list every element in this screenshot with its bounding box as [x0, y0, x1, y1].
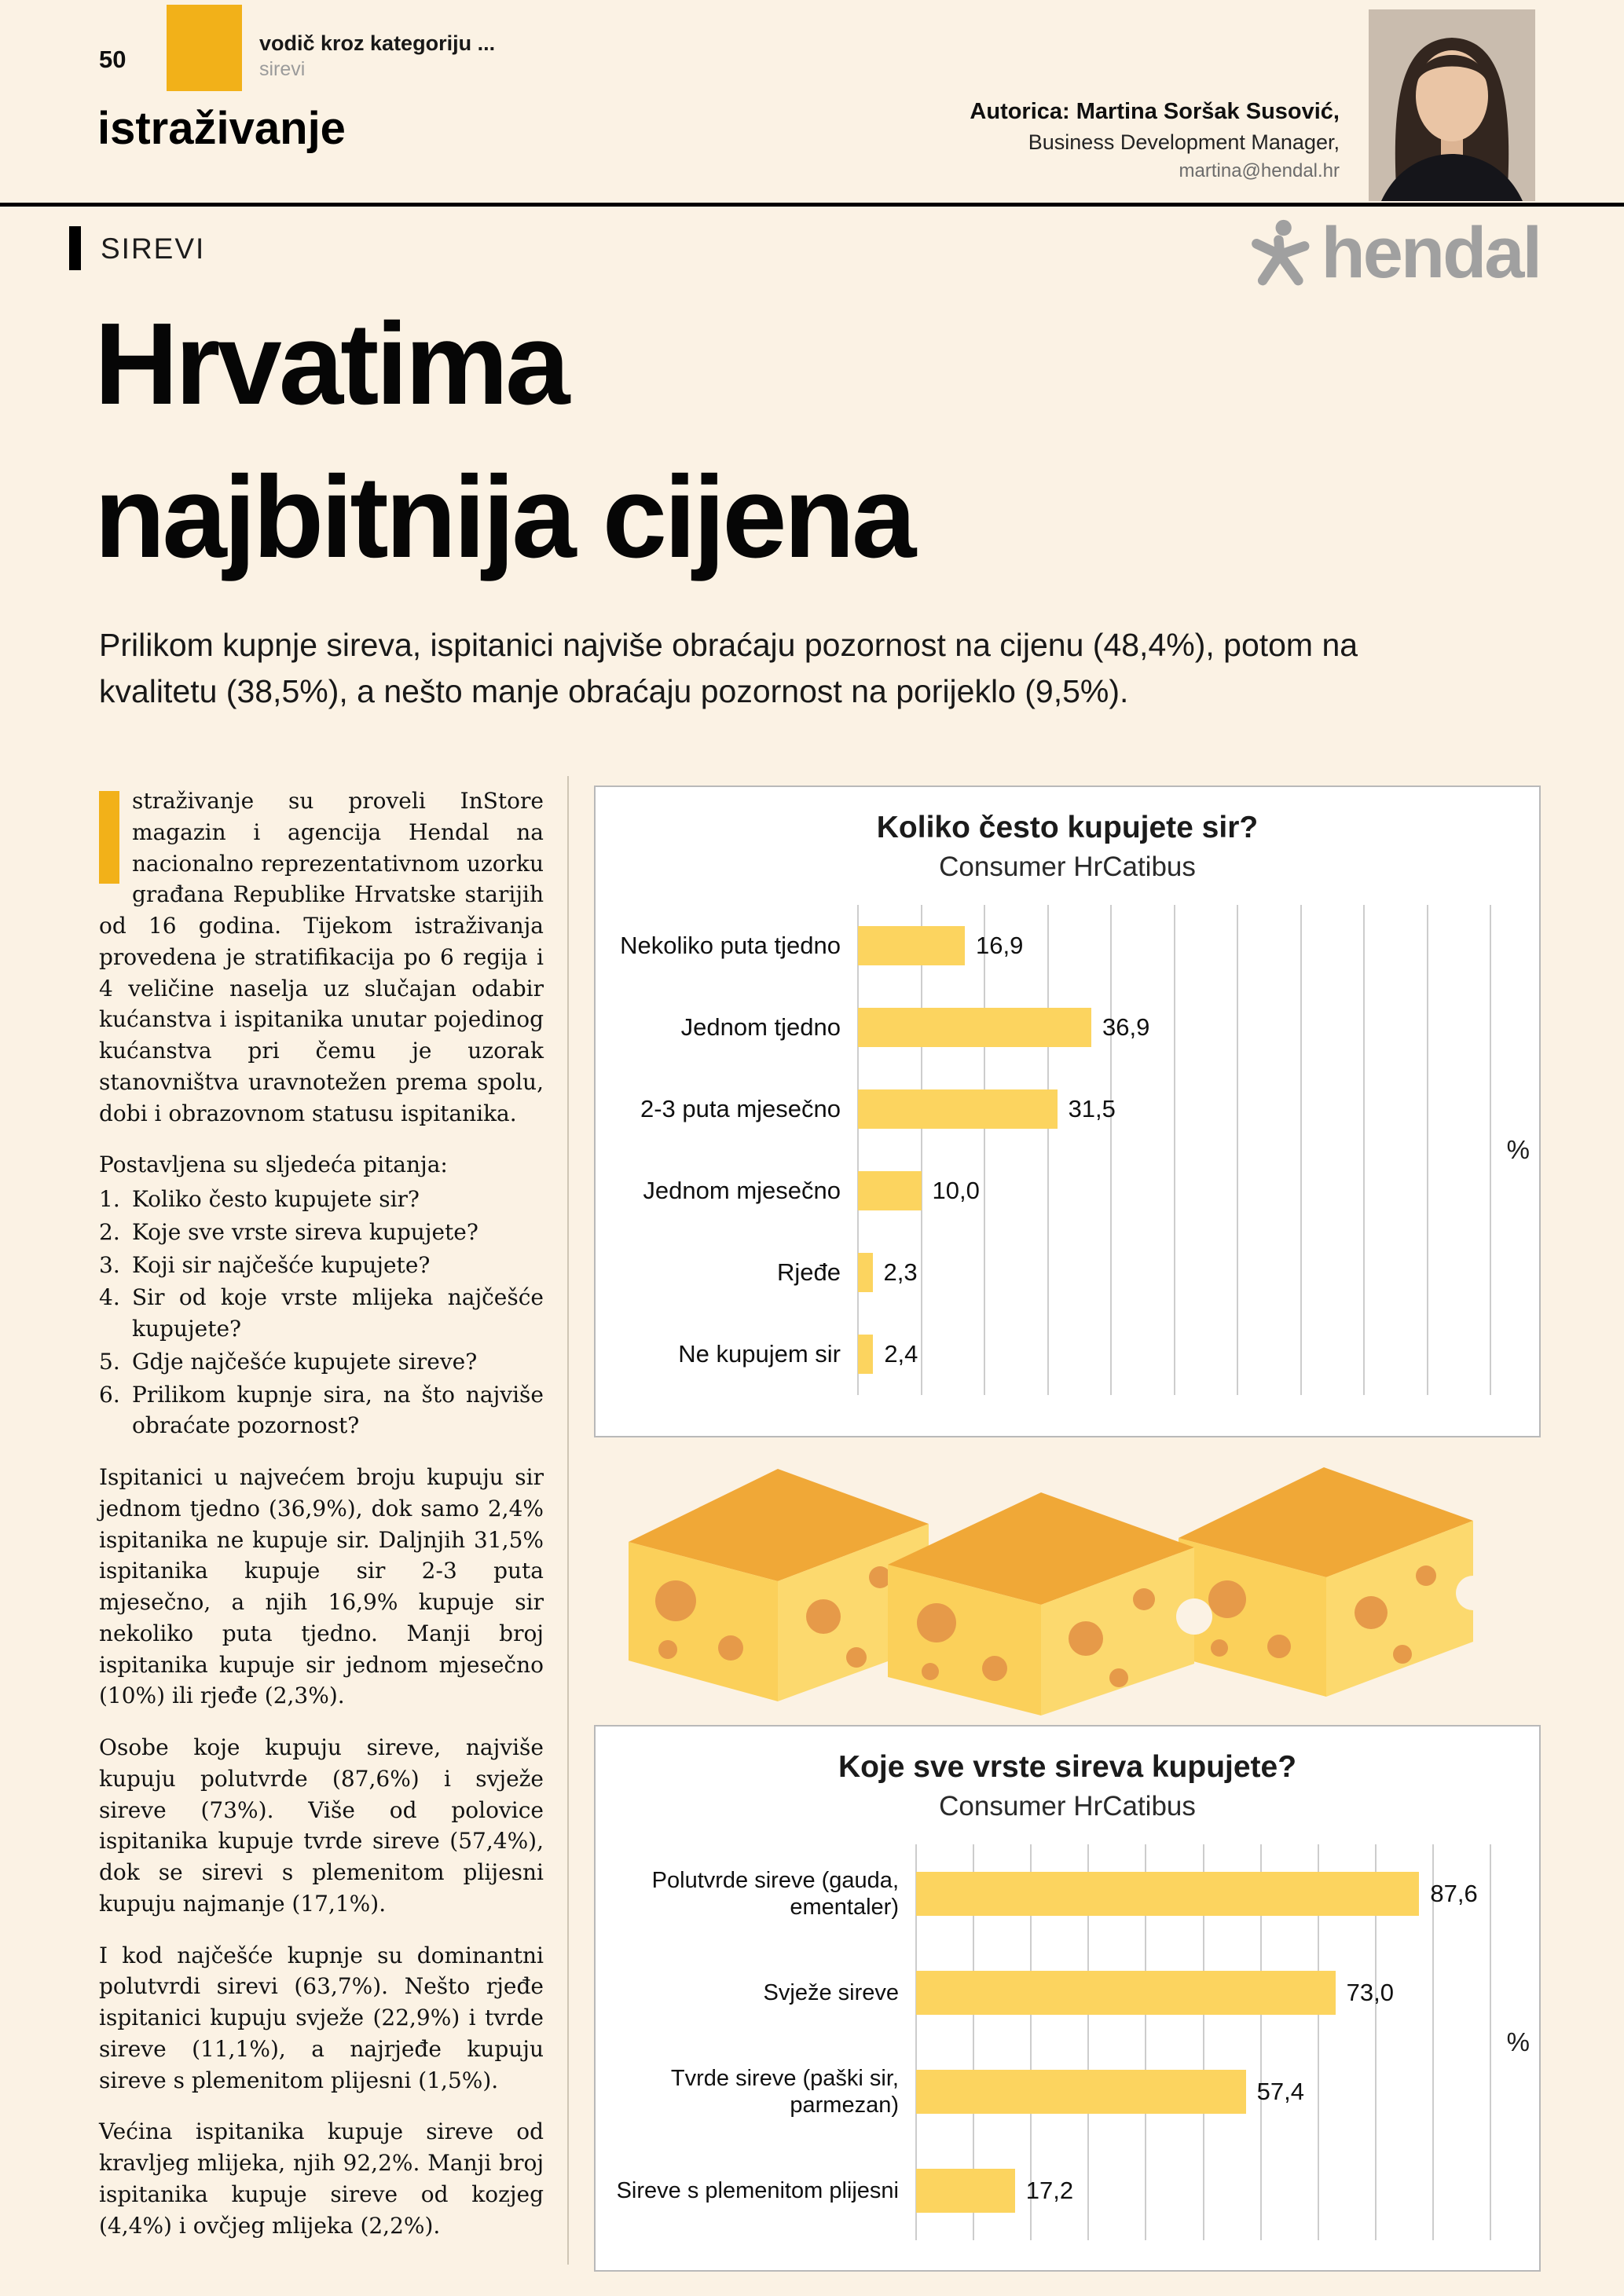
- questions-heading: Postavljena su sljedeća pitanja:: [99, 1152, 448, 1178]
- list-item-number: 4.: [99, 1284, 120, 1311]
- bar-row: [858, 1313, 1490, 1395]
- chart-bars: [858, 905, 1490, 1395]
- cheese-illustration: [621, 1452, 1524, 1716]
- chart-plot-area: [596, 905, 1539, 1395]
- list-item-text: Gdje najčešće kupujete sireve?: [132, 1348, 478, 1375]
- bar-category-label: Sireve s plemenitom plijesni: [616, 2177, 899, 2203]
- body-paragraph: Ispitanici u najvećem broju kupuju sir jednom tjedno (36,9%), dok samo 2,4% ispitanika ne kupuje sir. Daljnjih 31,5% ispitanika kupuje sir 2-3 puta mjesečno, a njih 16,9% kupuje sir nekoliko puta tjedno. Manji broj ispitanika kupuje sir jednom mjesečno (10%) ili rjeđe (2,3%).: [99, 1464, 544, 1709]
- bar: [858, 1171, 922, 1210]
- list-item: [99, 1346, 544, 1378]
- bar-category-label: Tvrde sireve (paški sir, parmezan): [670, 2065, 899, 2118]
- kicker-category: vodič kroz kategoriju ...: [259, 31, 496, 55]
- bar-row: [858, 1232, 1490, 1313]
- bar: [916, 1971, 1336, 2015]
- bar-value-label: 31,5: [1068, 1095, 1116, 1122]
- kicker: [259, 31, 495, 81]
- questions-list: [99, 1184, 544, 1441]
- author-email-link[interactable]: martina@hendal.hr: [1179, 160, 1340, 181]
- list-item-number: 3.: [99, 1251, 120, 1278]
- bar-value-label: 73,0: [1346, 1979, 1394, 2006]
- chart-bars: [916, 1844, 1490, 2240]
- list-item-text: Koliko često kupujete sir?: [132, 1186, 420, 1212]
- kicker-subcategory: sirevi: [259, 58, 306, 80]
- list-item-number: 6.: [99, 1381, 120, 1408]
- bar-value-label: 2,4: [884, 1340, 918, 1368]
- list-item-text: Sir od koje vrste mlijeka najčešće kupujete?: [132, 1284, 544, 1342]
- bar-value-label: 57,4: [1256, 2078, 1304, 2105]
- chart-subtitle: Consumer HrCatibus: [939, 1791, 1196, 1822]
- bar-value-label: 36,9: [1102, 1013, 1150, 1041]
- bar-category-label: Svježe sireve: [763, 1979, 899, 2005]
- cheese-wedge-right: [1179, 1467, 1490, 1697]
- chart-title: Koje sve vrste sireva kupujete?: [838, 1750, 1297, 1784]
- bar-row: [916, 2141, 1490, 2240]
- bar: [858, 1008, 1091, 1047]
- percent-axis-label: %: [1506, 1135, 1530, 1164]
- bar-value-label: 87,6: [1430, 1880, 1478, 1907]
- percent-axis-label: %: [1506, 2027, 1530, 2056]
- bar-row: [916, 1943, 1490, 2042]
- chart-cheese-types: [594, 1725, 1541, 2272]
- list-item: [99, 1282, 544, 1345]
- bar-row: [916, 1844, 1490, 1943]
- author-byline: Autorica: Martina Soršak Susović,: [970, 99, 1340, 124]
- headline-line-1: Hrvatima: [94, 299, 567, 429]
- body-paragraph: Većina ispitanika kupuje sireve od kravljeg mlijeka, njih 92,2%. Manji broj ispitanika kupuje sireve od kozjeg (4,4%) i ovčjeg mlijeka (2,2%).: [99, 2118, 544, 2239]
- lead-paragraph: Prilikom kupnje sireva, ispitanici najviše obraćaju pozornost na cijenu (48,4%), potom na kvalitetu (38,5%), a nešto manje obraćaju pozornost na porijeklo (9,5%).: [99, 627, 1358, 710]
- intro-paragraph: [99, 785, 544, 1129]
- chart-category-labels: [596, 905, 858, 1395]
- headline: [94, 287, 913, 595]
- body-paragraph: I kod najčešće kupnje su dominantni polutvrdi sirevi (63,7%). Nešto rjeđe ispitanici kupuju svježe (22,9%) i tvrde sireve (11,1%), a najrjeđe kupuju sireve s plemenitom plijesni (1,5%).: [99, 1942, 544, 2093]
- bar: [916, 1872, 1419, 1916]
- list-item-number: 5.: [99, 1348, 120, 1375]
- chart-purchase-frequency: [594, 785, 1541, 1437]
- section-title: istraživanje: [97, 103, 346, 154]
- author-photo: [1369, 9, 1535, 201]
- page-number: 50: [99, 46, 126, 73]
- author-role: Business Development Manager,: [1028, 130, 1340, 154]
- bar-row: [858, 1068, 1490, 1150]
- bar-value-label: 17,2: [1025, 2177, 1074, 2204]
- bar-value-label: 10,0: [932, 1177, 980, 1204]
- chart-plot-area: [596, 1844, 1539, 2240]
- bar: [858, 1089, 1058, 1129]
- bar: [916, 2070, 1246, 2114]
- bar: [858, 1335, 873, 1374]
- column-divider-rule: [567, 776, 569, 2265]
- list-item-text: Koji sir najčešće kupujete?: [132, 1251, 431, 1278]
- bar-row: [916, 2042, 1490, 2141]
- hendal-person-icon: [1249, 219, 1311, 287]
- bar: [858, 1253, 873, 1292]
- intro-text: straživanje su proveli InStore magazin i agencija Hendal na nacionalno reprezentativnom uzorku građana Republike Hrvatske starijih od 16 godina. Tijekom istraživanja provedena je stratifikacija po 6 regija i 4 veličine naselja uz slučajan odabir kućanstva i ispitanika unutar pojedinog kućanstva pri čemu je uzorak stanovništva uravnotežen prema spolu, dobi i obrazovnom statusu ispitanika.: [99, 788, 544, 1126]
- kicker-accent-square: [167, 5, 242, 91]
- chart-subtitle: Consumer HrCatibus: [939, 851, 1196, 882]
- category-label: SIREVI: [101, 233, 206, 265]
- chart-category-labels: [596, 1844, 916, 2240]
- chart-title: Koliko često kupujete sir?: [876, 811, 1259, 844]
- bar-category-label: Nekoliko puta tjedno: [620, 932, 841, 959]
- list-item-text: Koje sve vrste sireva kupujete?: [132, 1218, 478, 1245]
- category-accent-bar: [69, 226, 81, 270]
- cheese-wedge-middle: [888, 1492, 1212, 1716]
- author-block: [970, 99, 1340, 182]
- list-item-number: 1.: [99, 1186, 120, 1212]
- bar-category-label: Polutvrde sireve (gauda, ementaler): [651, 1867, 899, 1920]
- article-body: [99, 785, 544, 2241]
- headline-line-2: najbitnija cijena: [94, 452, 914, 583]
- list-item: [99, 1250, 544, 1281]
- bar-row: [858, 1150, 1490, 1232]
- cheese-wedges-image: [621, 1452, 1524, 1716]
- list-item: [99, 1379, 544, 1442]
- dropcap-i-bar: [99, 791, 119, 884]
- bar-row: [858, 987, 1490, 1068]
- body-paragraph: Osobe koje kupuju sireve, najviše kupuju polutvrde (87,6%) i svježe sireve (73%). Više od polovice ispitanika kupuje tvrde sireve (57,4%), dok se sirevi s plemenitom plijesni kupuju najmanje (17,1%).: [99, 1734, 544, 1917]
- bar-category-label: Rjeđe: [777, 1258, 841, 1286]
- list-item: [99, 1217, 544, 1248]
- bar: [916, 2169, 1015, 2213]
- bar-value-label: 2,3: [883, 1258, 918, 1286]
- list-item: [99, 1184, 544, 1215]
- list-item-text: Prilikom kupnje sira, na što najviše obraćate pozornost?: [132, 1381, 544, 1439]
- bar-category-label: Jednom mjesečno: [643, 1177, 841, 1204]
- hendal-logo-text: hendal: [1321, 213, 1540, 293]
- author-portrait-image: [1369, 9, 1535, 201]
- bar-category-label: Jednom tjedno: [680, 1013, 841, 1041]
- bar-value-label: 16,9: [976, 932, 1024, 959]
- header-divider-rule: [0, 203, 1624, 207]
- bar-category-label: Ne kupujem sir: [678, 1340, 841, 1368]
- bar: [858, 926, 965, 965]
- bar-row: [858, 905, 1490, 987]
- hendal-logo: [1249, 213, 1540, 293]
- list-item-number: 2.: [99, 1218, 120, 1245]
- bar-category-label: 2-3 puta mjesečno: [640, 1095, 841, 1122]
